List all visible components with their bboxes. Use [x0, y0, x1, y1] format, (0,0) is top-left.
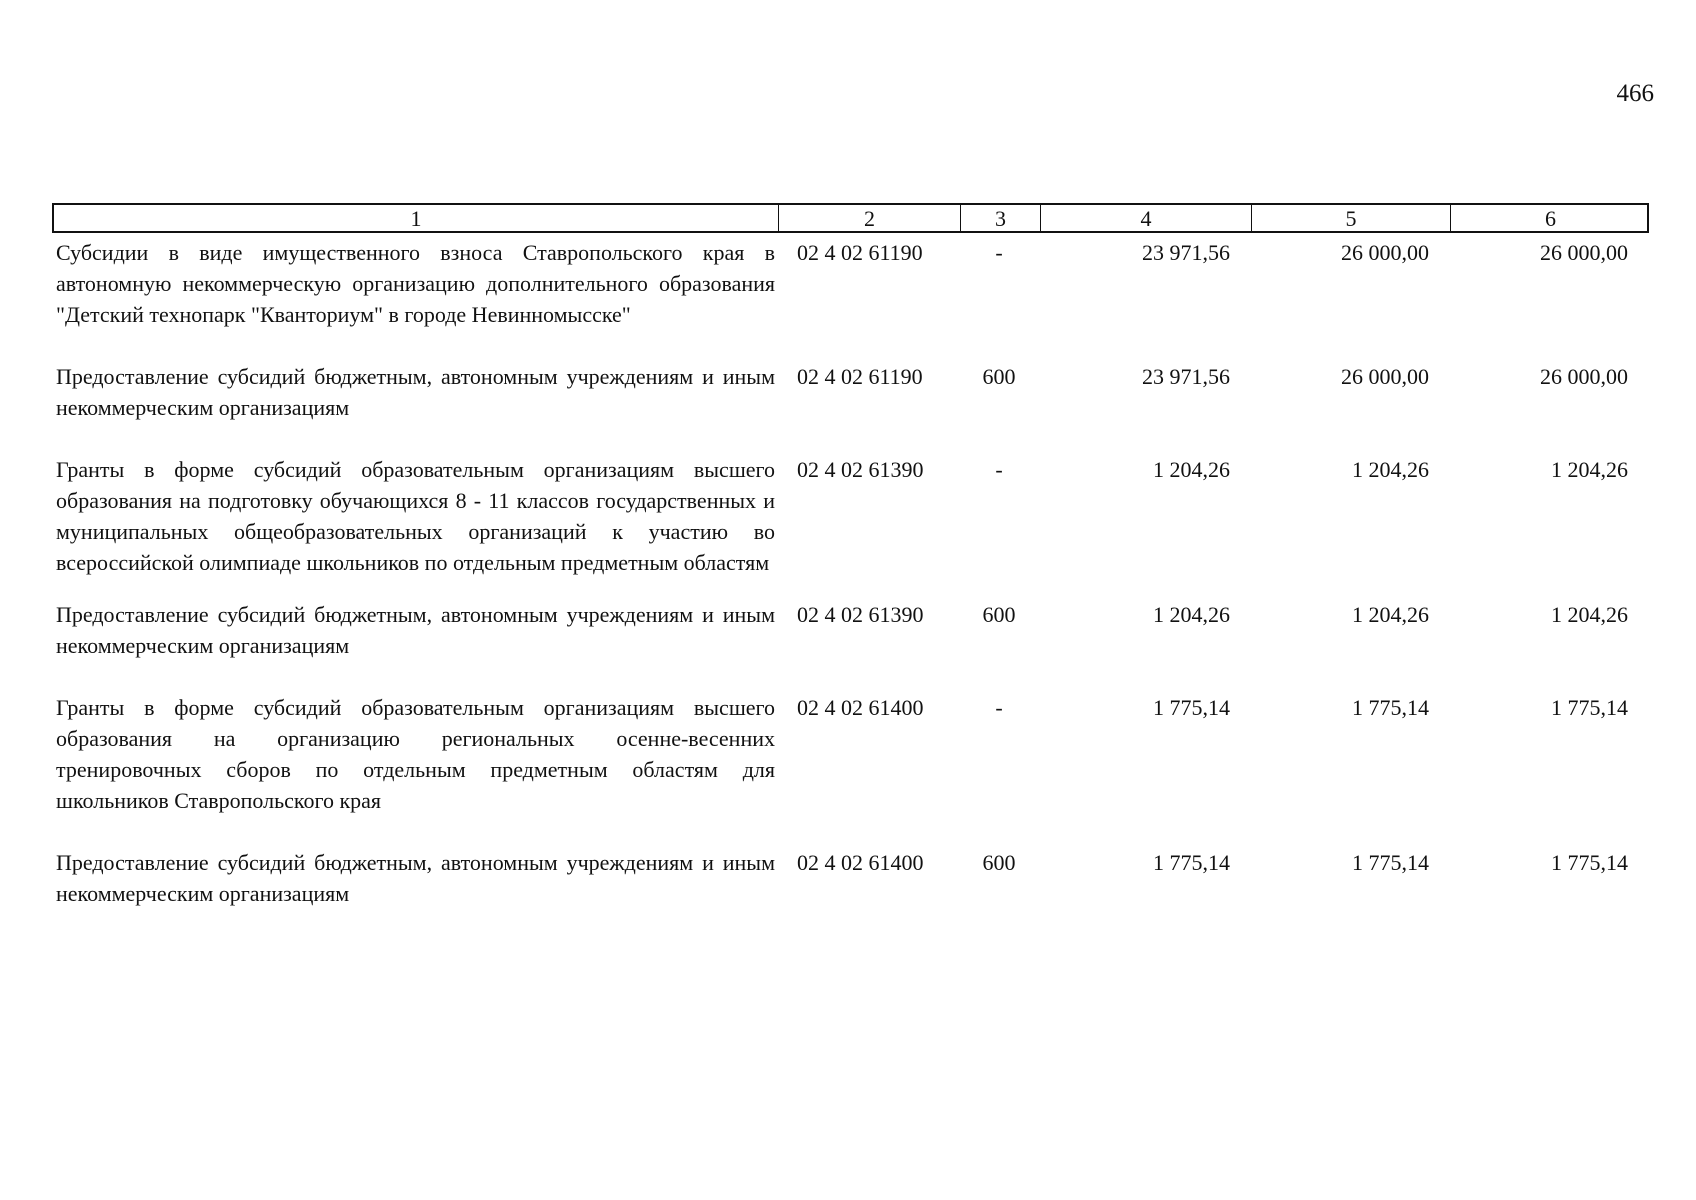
row-value-col6: 26 000,00 — [1540, 240, 1628, 265]
row-value-col5: 1 775,14 — [1352, 695, 1429, 720]
table-row — [52, 599, 1649, 661]
row-value-col6: 26 000,00 — [1540, 364, 1628, 389]
row-description: Гранты в форме субсидий образовательным организациям высшего образования на подготовку обучающихся 8 - 11 классов государственных и муниципальных общеобразовательных организаций к участию во всероссийской олимпиаде школьников по отдельным предметным областям — [56, 457, 775, 575]
table-row — [52, 847, 1649, 909]
row-description: Предоставление субсидий бюджетным, автономным учреждениям и иным некоммерческим организациям — [56, 850, 775, 906]
row-value-col5: 1 204,26 — [1352, 457, 1429, 482]
row-value-col6: 1 204,26 — [1551, 457, 1628, 482]
row-kind: 600 — [982, 364, 1016, 389]
row-kind: 600 — [982, 850, 1016, 875]
header-cell: 5 — [1252, 205, 1451, 233]
row-value-col5: 26 000,00 — [1341, 364, 1429, 389]
row-value-col6: 1 775,14 — [1551, 850, 1628, 875]
row-code: 02 4 02 61400 — [797, 695, 924, 720]
budget-table — [52, 203, 1649, 909]
row-value-col4: 1 204,26 — [1153, 602, 1230, 627]
row-code: 02 4 02 61390 — [797, 457, 924, 482]
row-kind: - — [995, 457, 1003, 482]
row-code: 02 4 02 61190 — [797, 364, 923, 389]
row-value-col4: 1 775,14 — [1153, 850, 1230, 875]
row-value-col5: 1 204,26 — [1352, 602, 1429, 627]
table-row — [52, 237, 1649, 330]
page-number: 466 — [1616, 80, 1654, 107]
table-header-row — [52, 203, 1649, 233]
row-code: 02 4 02 61400 — [797, 850, 924, 875]
header-cell: 2 — [779, 205, 961, 233]
row-value-col6: 1 775,14 — [1551, 695, 1628, 720]
table-row — [52, 692, 1649, 816]
row-kind: 600 — [982, 602, 1016, 627]
row-kind: - — [995, 695, 1003, 720]
row-description: Предоставление субсидий бюджетным, автономным учреждениям и иным некоммерческим организациям — [56, 602, 775, 658]
row-description: Субсидии в виде имущественного взноса Ставропольского края в автономную некоммерческую организацию дополнительного образования "Детский технопарк "Кванториум" в городе Невинномысске" — [56, 240, 775, 327]
row-description: Гранты в форме субсидий образовательным организациям высшего образования на организацию региональных осенне-весенних тренировочных сборов по отдельным предметным областям для школьников Ставропольского края — [56, 695, 775, 813]
row-value-col4: 1 775,14 — [1153, 695, 1230, 720]
row-value-col6: 1 204,26 — [1551, 602, 1628, 627]
row-description: Предоставление субсидий бюджетным, автономным учреждениям и иным некоммерческим организациям — [56, 364, 775, 420]
row-value-col4: 23 971,56 — [1142, 364, 1230, 389]
row-code: 02 4 02 61390 — [797, 602, 924, 627]
row-value-col4: 23 971,56 — [1142, 240, 1230, 265]
header-cell: 6 — [1545, 206, 1556, 231]
table-row — [52, 454, 1649, 578]
row-code: 02 4 02 61190 — [797, 240, 923, 265]
header-cell: 1 — [54, 205, 779, 233]
header-cell: 4 — [1041, 205, 1252, 233]
row-value-col4: 1 204,26 — [1153, 457, 1230, 482]
row-value-col5: 26 000,00 — [1341, 240, 1429, 265]
row-value-col5: 1 775,14 — [1352, 850, 1429, 875]
header-cell: 3 — [961, 205, 1041, 233]
row-kind: - — [995, 240, 1003, 265]
table-row — [52, 361, 1649, 423]
